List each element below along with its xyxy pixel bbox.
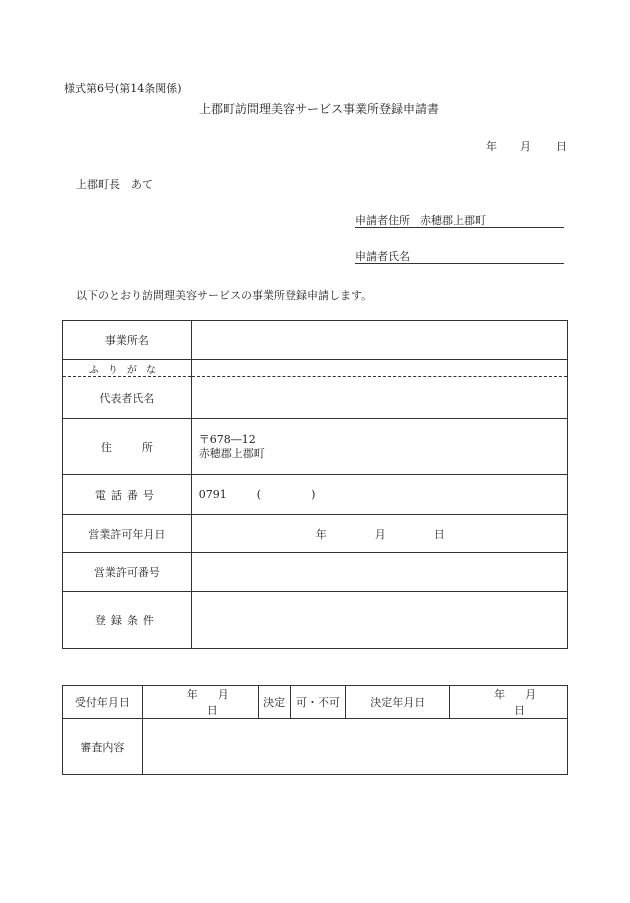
phone-label: 電話番号 (63, 475, 192, 515)
received-year: 年 (186, 688, 198, 701)
phone-input[interactable] (191, 475, 567, 515)
applicant-address-field[interactable] (355, 212, 564, 228)
decision-month: 月 (525, 688, 537, 701)
phone-open-paren: ( (256, 488, 262, 501)
application-table (62, 320, 568, 649)
date-year: 年 (486, 140, 497, 153)
permit-day: 日 (433, 527, 445, 541)
decision-date-label: 決定年月日 (346, 686, 450, 719)
permit-number-input[interactable] (191, 553, 567, 592)
date-month: 月 (520, 140, 531, 153)
received-day: 日 (206, 704, 218, 717)
permit-number-label: 営業許可番号 (63, 553, 192, 592)
applicant-name-field[interactable] (355, 248, 564, 264)
permit-year: 年 (315, 527, 327, 541)
address-cell[interactable] (191, 419, 567, 475)
representative-label: 代表者氏名 (63, 377, 192, 419)
conditions-label: 登録条件 (63, 592, 192, 649)
decision-day: 日 (514, 704, 526, 717)
review-label: 審査内容 (63, 719, 143, 775)
applicant-name-label: 申請者氏名 (355, 250, 410, 263)
phone-close-paren: ) (311, 488, 316, 501)
decision-options[interactable]: 可・不可 (290, 686, 346, 719)
office-use-table (62, 685, 568, 775)
page-title: 上郡町訪問理美容サービス事業所登録申請書 (199, 102, 440, 116)
permit-date-input[interactable] (191, 515, 567, 553)
decision-year: 年 (494, 688, 506, 701)
furigana-input[interactable] (191, 360, 567, 377)
addressee: 上郡町長 あて (76, 178, 153, 191)
applicant-address-value: 赤穂郡上郡町 (420, 214, 486, 227)
intro-text: 以下のとおり訪問理美容サービスの事業所登録申請します。 (76, 289, 373, 302)
received-date-input[interactable] (142, 686, 258, 719)
office-name-input[interactable] (191, 321, 567, 360)
form-reference: 様式第6号(第14条関係) (64, 82, 182, 95)
representative-input[interactable] (191, 377, 567, 419)
address-label: 住所 (63, 419, 192, 475)
received-date-label: 受付年月日 (63, 686, 143, 719)
permit-date-label: 営業許可年月日 (63, 515, 192, 553)
applicant-address-label: 申請者住所 (355, 214, 410, 227)
office-name-label: 事業所名 (63, 321, 192, 360)
conditions-input[interactable] (191, 592, 567, 649)
postal-code: 〒678―12 (198, 432, 256, 446)
decision-label: 決定 (258, 686, 290, 719)
date-day: 日 (556, 140, 567, 153)
permit-month: 月 (374, 527, 386, 541)
furigana-label: ふりがな (63, 360, 192, 377)
received-month: 月 (217, 688, 229, 701)
review-input[interactable] (142, 719, 567, 775)
address-value: 赤穂郡上郡町 (198, 446, 265, 460)
phone-prefix: 0791 (198, 488, 227, 501)
decision-date-input[interactable] (450, 686, 568, 719)
